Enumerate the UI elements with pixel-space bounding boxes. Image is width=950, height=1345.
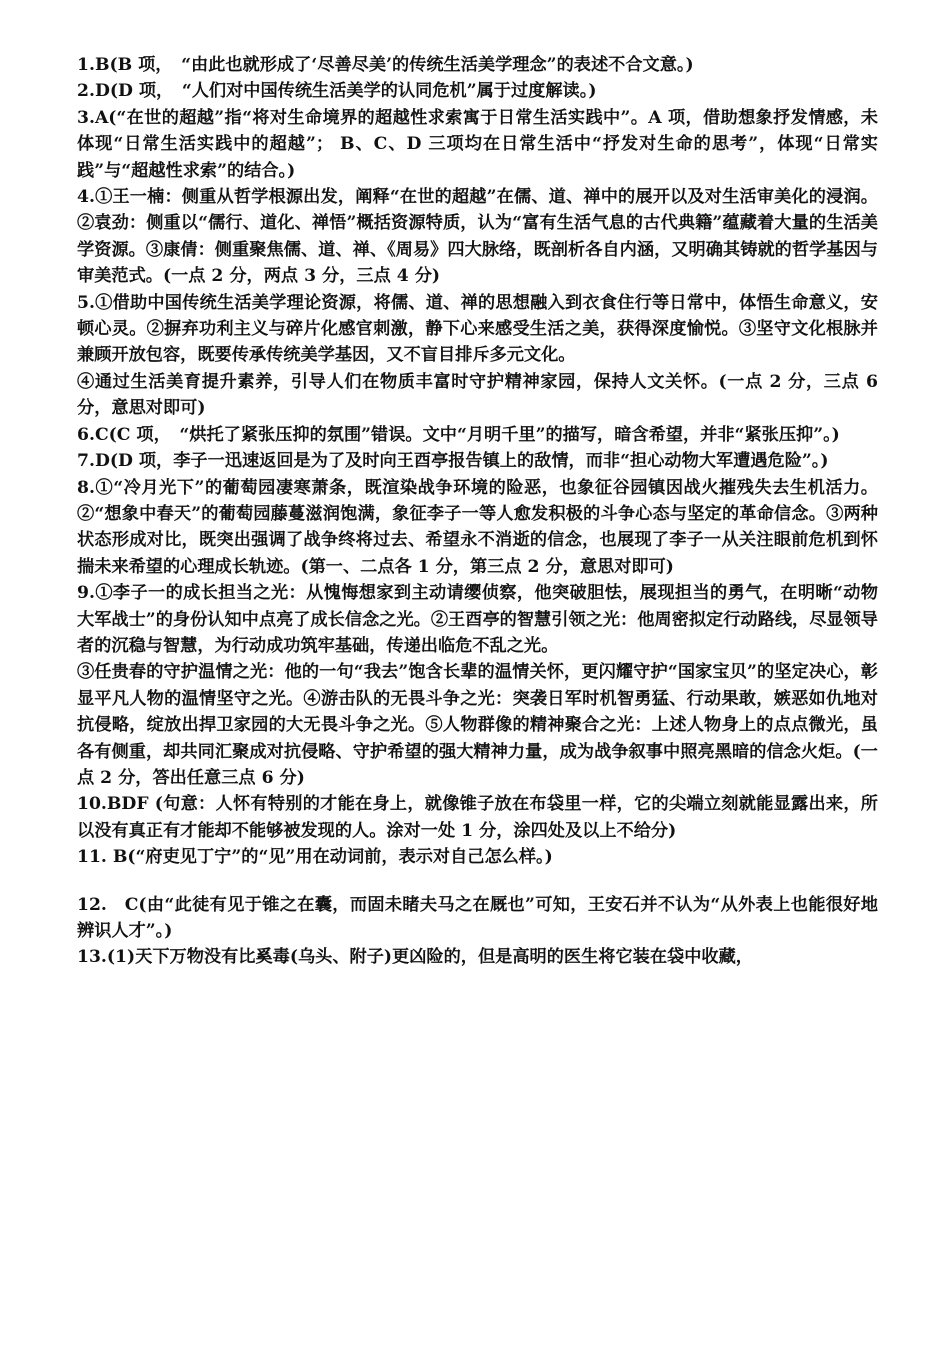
answer-11: 11. B(“府吏见丁宁”的“见”用在动词前，表示对自己怎么样。) (77, 847, 553, 868)
answer-13: 13.(1)天下万物没有比奚毒(乌头、附子)更凶险的，但是高明的医生将它装在袋中收藏， (77, 947, 753, 968)
answer-6: 6.C(C 项， “烘托了紧张压抑的氛围”错误。文中“月明千里”的描写，暗含希望，并非“紧张压抑”。) (77, 424, 840, 445)
answer-3: 3.A(“在世的超越”指“将对生命境界的超越性求索寓于日常生活实践中”。A 项，借助想象抒发情感，未体现“日常生活实践中的超越”； B、C、D 三项均在日常生活中“抒发对生命的思考”，体现“日常实践”与“超越性求索”的结合。) (77, 107, 878, 181)
answer-1: 1.B(B 项， “由此也就形成了‘尽善尽美’的传统生活美学理念”的表述不合文意。) (77, 55, 694, 75)
answer-2: 2.D(D 项， “人们对中国传统生活美学的认同危机”属于过度解读。) (77, 81, 597, 102)
answer-7: 7.D(D 项，李子一迅速返回是为了及时向王酉亭报告镇上的敌情，而非“担心动物大军遭遇危险”。) (77, 451, 829, 472)
answer-9: 9.①李子一的成长担当之光：从愧悔想家到主动请缨侦察，他突破胆怯，展现担当的勇气，在明晰“动物大军战士”的身份认知中点亮了成长信念之光。②王酉亭的智慧引领之光：他周密拟定行动路线，尽显领导者的沉稳与智慧，为行动成功筑牢基础，传递出临危不乱之光。 (77, 583, 878, 656)
answer-5-continued: ④通过生活美育提升素养，引导人们在物质丰富时守护精神家园，保持人文关怀。(一点 2 分，三点 6 分，意思对即可) (77, 371, 878, 419)
answer-5: 5.①借助中国传统生活美学理论资源，将儒、道、禅的思想融入到衣食住行等日常中，体悟生命意义，安顿心灵。②摒弃功利主义与碎片化感官刺激，静下心来感受生活之美，获得深度愉悦。③坚守文化根脉并兼顾开放包容，既要传承传统美学基因，又不盲目排斥多元文化。 (77, 292, 878, 366)
answer-9-continued: ③任贵春的守护温情之光：他的一句“我去”饱含长辈的温情关怀，更闪耀守护“国家宝贝”的坚定决心，彰显平凡人物的温情坚守之光。④游击队的无畏斗争之光：突袭日军时机智勇猛、行动果敢，嫉恶如仇地对抗侵略，绽放出捍卫家园的大无畏斗争之光。⑤人物群像的精神聚合之光：上述人物身上的点点微光，虽各有侧重，却共同汇聚成对抗侵略、守护希望的强大精神力量，成为战争叙事中照亮黑暗的信念火炬。(一点 2 分，答出任意三点 6 分) (77, 662, 878, 788)
answer-4: 4.①王一楠：侧重从哲学根源出发，阐释“在世的超越”在儒、道、禅中的展开以及对生活审美化的浸润。②袁劲：侧重以“儒行、道化、禅悟”概括资源特质，认为“富有生活气息的古代典籍”蕴藏着大量的生活美学资源。③康倩：侧重聚焦儒、道、禅、《周易》四大脉络，既剖析各自内涵，又明确其铸就的哲学基因与审美范式。(一点 2 分，两点 3 分，三点 4 分) (77, 187, 878, 287)
answer-10: 10.BDF (句意：人怀有特别的才能在身上，就像锥子放在布袋里一样，它的尖端立刻就能显露出来，所以没有真正有才能却不能够被发现的人。涂对一处 1 分，涂四处及以上不给分) (77, 794, 878, 841)
answer-8: 8.①“冷月光下”的葡萄园凄寒萧条，既渲染战争环境的险恶，也象征谷园镇因战火摧残失去生机活力。②“想象中春天”的葡萄园藤蔓滋润饱满，象征李子一等人愈发积极的斗争心态与坚定的革命信念。③两种状态形成对比，既突出强调了战争终将过去、希望永不消逝的信念，也展现了李子一从关注眼前危机到怀揣未来希望的心理成长轨迹。(第一、二点各 1 分，第三点 2 分，意思对即可) (77, 477, 878, 577)
answer-12: 12. C(由“此徒有见于锥之在囊，而固未睹夫马之在厩也”可知，王安石并不认为“从外表上也能很好地辨识人才”。) (77, 894, 878, 941)
